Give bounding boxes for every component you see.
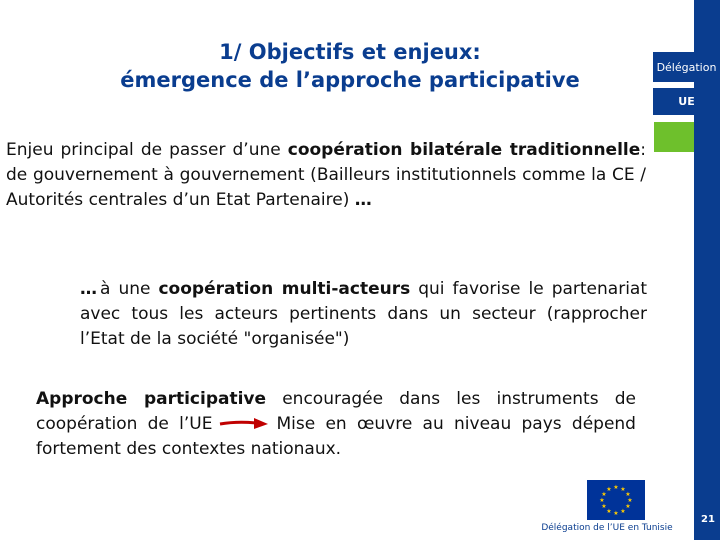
footer-caption: Délégation de l’UE en Tunisie	[541, 523, 673, 533]
svg-text:★: ★	[601, 503, 607, 510]
title-line-1: 1/ Objectifs et enjeux:	[219, 40, 481, 64]
page-number: 21	[701, 514, 715, 525]
svg-text:★: ★	[625, 491, 631, 498]
ue-tab: UE	[653, 88, 720, 115]
p2-text-2: qui favorise le partenariat avec tous les acteurs pertinents dans un secteur (rapprocher l’Etat de la société "organisée")	[80, 279, 647, 349]
delegation-tab: Délégation	[653, 52, 720, 82]
svg-text:★: ★	[601, 491, 607, 498]
p2-ellipsis: …	[80, 279, 100, 299]
svg-text:★: ★	[606, 508, 612, 515]
svg-text:★: ★	[613, 484, 619, 491]
svg-text:★: ★	[620, 508, 626, 515]
svg-text:★: ★	[625, 503, 631, 510]
p1-bold-1: coopération bilatérale traditionnelle	[287, 140, 641, 160]
title-line-2: émergence de l’approche participative	[120, 68, 580, 92]
p1-text-2: : de gouvernement à gouvernement (Bailleurs institutionnels comme la CE / Autorités centrales d’un Etat Partenaire)	[6, 140, 646, 210]
green-accent-box	[654, 122, 694, 152]
p2-bold-1: coopération multi-acteurs	[158, 279, 411, 299]
p3-bold-1: Approche participative	[36, 389, 267, 409]
svg-text:★: ★	[606, 486, 612, 493]
p3-text-1: encouragée dans les instruments de coopération de l’UE	[36, 389, 636, 434]
p1-text-1: Enjeu principal de passer d’une	[6, 140, 288, 160]
slide-title	[60, 38, 640, 94]
p1-ellipsis: …	[354, 190, 375, 210]
right-arrow-icon	[218, 416, 270, 432]
eu-flag-icon	[587, 480, 645, 520]
paragraph-participative	[36, 387, 636, 462]
p3-text-2: Mise en œuvre au niveau pays dépend fortement des contextes nationaux.	[36, 414, 636, 459]
svg-text:★: ★	[620, 486, 626, 493]
paragraph-bilateral	[6, 138, 646, 213]
svg-text:★: ★	[627, 497, 633, 504]
svg-text:★: ★	[613, 510, 619, 517]
p2-text-1: à une	[100, 279, 159, 299]
paragraph-multi-actors	[80, 277, 647, 352]
svg-text:★: ★	[599, 497, 605, 504]
